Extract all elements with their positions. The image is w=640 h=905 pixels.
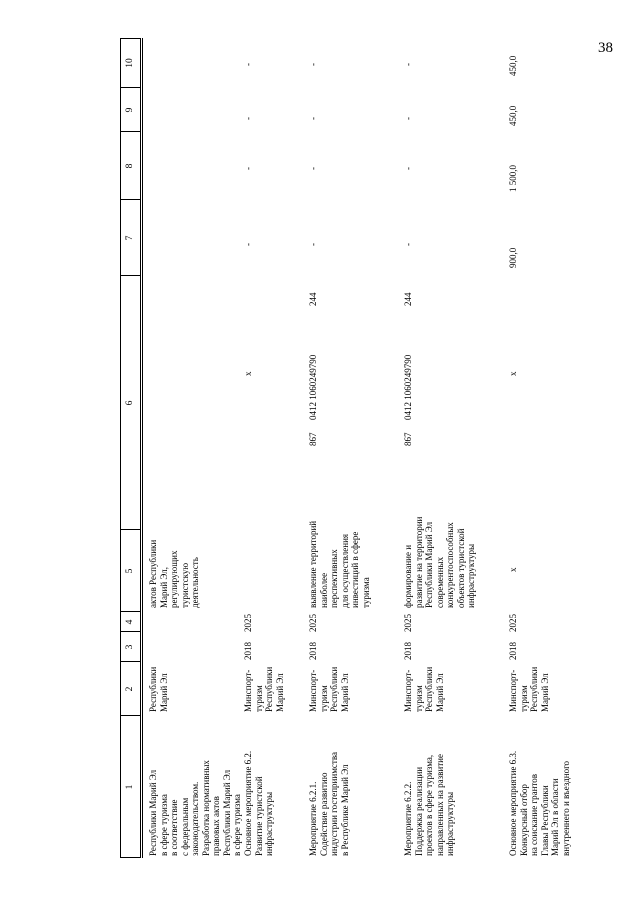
result-cell: выявление территорий наиболее перспективных для осуществления инвестиций в сфере туризма <box>308 520 371 608</box>
amount-cell: - <box>403 117 413 120</box>
amount-cell: 450,0 <box>508 55 518 76</box>
executor-cell: Минспорт- туризм Республики Марий Эл <box>508 666 550 712</box>
start-year-cell: 2018 <box>308 642 318 660</box>
amount-cell: - <box>308 243 318 246</box>
column-header: 6 <box>125 400 135 406</box>
result-cell: актов Республики Марий Эл, регулирующих туристскую деятельность <box>148 539 200 608</box>
amount-cell: 1 500,0 <box>508 165 518 192</box>
column-header: 4 <box>125 619 135 625</box>
result-cell: х <box>508 567 518 572</box>
budget-code-cell: 0412 1060249790 <box>403 354 413 420</box>
activity-cell: Мероприятие 6.2.1. Содействие развитию индустрии гостеприимства в Республике Марий Эл <box>308 752 350 856</box>
column-header: 9 <box>125 107 135 113</box>
column-header: 5 <box>125 568 135 574</box>
activity-cell: Мероприятие 6.2.2. Поддержка реализации проектов в сфере туризма, направленных на развитие инфраструктуры <box>403 754 455 856</box>
header-bottom-border-2 <box>142 38 143 858</box>
table-top-border <box>120 38 121 858</box>
amount-cell: - <box>308 63 318 66</box>
grbs-code-cell: 867 <box>308 432 318 446</box>
column-header: 2 <box>125 686 135 692</box>
expense-type-cell: 244 <box>403 292 413 306</box>
budget-code-cell: 0412 1060249790 <box>308 354 318 420</box>
amount-cell: - <box>403 243 413 246</box>
executor-cell: Минспорт- туризм Республики Марий Эл <box>243 666 285 712</box>
activity-cell: Республики Марий Эл в сфере туризма в соответствие с федеральным законодательством. Разработка нормативных правовых актов Республики Марий Эл в сфере туризма <box>148 760 242 856</box>
page-number: 38 <box>598 40 613 56</box>
column-header: 7 <box>125 235 135 241</box>
column-header: 3 <box>125 644 135 650</box>
amount-cell: 900,0 <box>508 247 518 268</box>
grbs-code-cell: 867 <box>403 432 413 446</box>
end-year-cell: 2025 <box>308 614 318 632</box>
column-header: 10 <box>125 58 135 68</box>
amount-cell: - <box>243 117 253 120</box>
executor-cell: Минспорт- туризм Республики Марий Эл <box>308 666 350 712</box>
budget-code-cell: х <box>243 371 253 376</box>
column-header: 1 <box>125 784 135 790</box>
budget-code-cell: х <box>508 371 518 376</box>
start-year-cell: 2018 <box>243 642 253 660</box>
executor-cell: Минспорт- туризм Республики Марий Эл <box>403 666 445 712</box>
expense-type-cell: 244 <box>308 292 318 306</box>
result-cell: формирование и развитие на территории Республики Марий Эл современных конкурентоспособных объектов туристской инфраструктуры <box>403 516 476 608</box>
executor-cell: Республики Марий Эл <box>148 666 169 712</box>
activity-cell: Основное мероприятие 6.2. Развитие туристской инфраструктуры <box>243 750 274 856</box>
rotated-table <box>120 38 628 858</box>
amount-cell: - <box>243 243 253 246</box>
header-bottom-border <box>140 38 141 858</box>
amount-cell: - <box>308 117 318 120</box>
end-year-cell: 2025 <box>508 614 518 632</box>
start-year-cell: 2018 <box>508 642 518 660</box>
end-year-cell: 2025 <box>243 614 253 632</box>
column-header: 8 <box>125 163 135 169</box>
amount-cell: - <box>308 167 318 170</box>
amount-cell: - <box>243 63 253 66</box>
amount-cell: - <box>243 167 253 170</box>
amount-cell: - <box>403 167 413 170</box>
start-year-cell: 2018 <box>403 642 413 660</box>
activity-cell: Основное мероприятие 6.3. Конкурсный отбор на соискание грантов Главы Республики Марий Эл в области внутреннего и въездного <box>508 750 571 856</box>
end-year-cell: 2025 <box>403 614 413 632</box>
amount-cell: - <box>403 63 413 66</box>
amount-cell: 450,0 <box>508 105 518 126</box>
